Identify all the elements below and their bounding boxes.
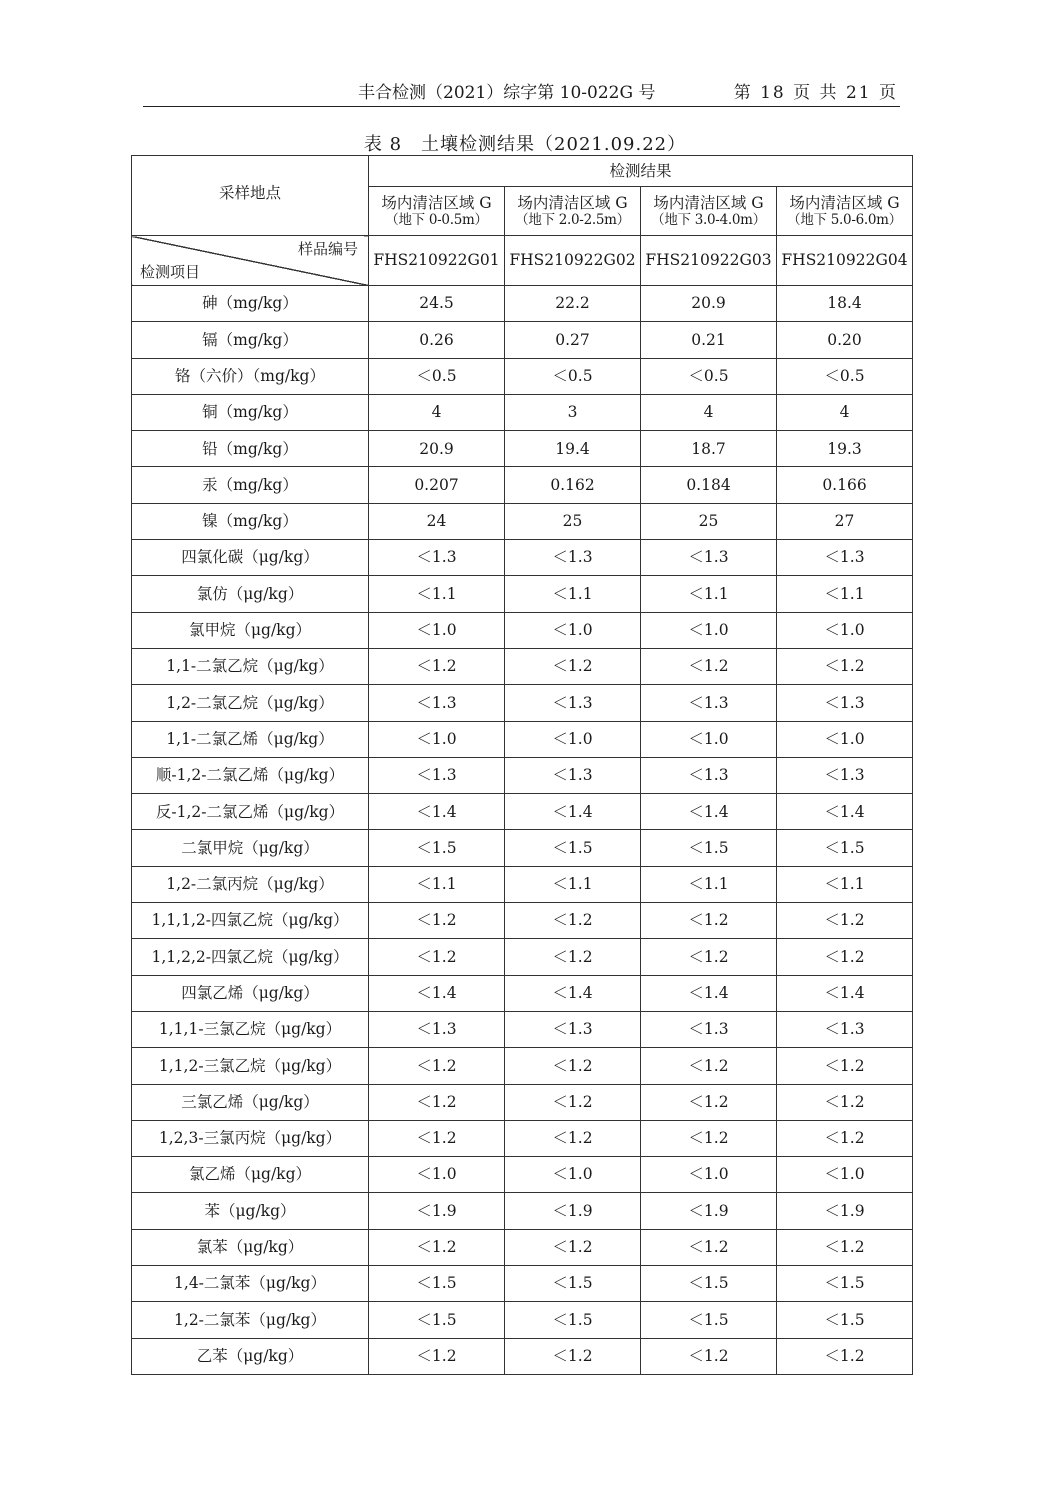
test-item-name: 镉（mg/kg） (132, 322, 369, 358)
result-value: ＜1.0 (777, 612, 913, 648)
result-value: ＜1.0 (777, 721, 913, 757)
result-value: ＜1.3 (369, 540, 505, 576)
result-value: ＜1.4 (505, 794, 641, 830)
table-row (132, 286, 913, 322)
site-name: 场内清洁区域 G (653, 193, 764, 212)
test-item-name: 铅（mg/kg） (132, 431, 369, 467)
report-number: 丰合检测（2021）综字第 10-022G 号 (358, 83, 656, 103)
result-value: ＜1.2 (369, 1084, 505, 1120)
result-value: ＜1.2 (641, 1048, 777, 1084)
result-value: ＜1.2 (505, 903, 641, 939)
result-value: ＜1.5 (777, 830, 913, 866)
test-item-name: 砷（mg/kg） (132, 286, 369, 322)
result-value: 0.20 (777, 322, 913, 358)
table-row (132, 1302, 913, 1338)
test-item-name: 氯乙烯（μg/kg） (132, 1157, 369, 1193)
test-item-name: 1,1,1,2-四氯乙烷（μg/kg） (132, 903, 369, 939)
result-value: ＜1.5 (505, 1302, 641, 1338)
test-item-name: 乙苯（μg/kg） (132, 1338, 369, 1374)
table-row (132, 939, 913, 975)
sample-number: FHS210922G03 (641, 236, 777, 286)
result-value: ＜1.2 (641, 939, 777, 975)
result-value: ＜1.5 (641, 1302, 777, 1338)
sample-number: FHS210922G04 (777, 236, 913, 286)
result-value: ＜1.3 (641, 1011, 777, 1047)
test-item-name: 1,1-二氯乙烷（μg/kg） (132, 648, 369, 684)
table-title: 表 8 土壤检测结果（2021.09.22） (363, 134, 687, 155)
result-value: 20.9 (369, 431, 505, 467)
table-row (132, 903, 913, 939)
result-value: 4 (641, 394, 777, 430)
result-value: ＜1.2 (369, 939, 505, 975)
result-value: ＜1.2 (777, 1084, 913, 1120)
test-item-name: 1,2-二氯苯（μg/kg） (132, 1302, 369, 1338)
result-value: ＜1.2 (369, 1229, 505, 1265)
table-row (132, 576, 913, 612)
table-row (132, 866, 913, 902)
result-value: ＜1.3 (369, 757, 505, 793)
result-value: ＜1.2 (505, 1084, 641, 1120)
site-name: 场内清洁区域 G (789, 193, 900, 212)
result-value: 18.7 (641, 431, 777, 467)
test-item-name: 1,1,2,2-四氯乙烷（μg/kg） (132, 939, 369, 975)
result-value: ＜1.0 (777, 1157, 913, 1193)
site-name: 场内清洁区域 G (517, 193, 628, 212)
result-value: ＜1.1 (369, 576, 505, 612)
result-value: ＜1.9 (369, 1193, 505, 1229)
table-row (132, 358, 913, 394)
result-value: ＜1.4 (777, 794, 913, 830)
result-value: ＜1.0 (369, 1157, 505, 1193)
result-value: 3 (505, 394, 641, 430)
test-item-name: 氯仿（μg/kg） (132, 576, 369, 612)
test-item-name: 四氯化碳（μg/kg） (132, 540, 369, 576)
site-name: 场内清洁区域 G (381, 193, 492, 212)
result-value: 22.2 (505, 286, 641, 322)
test-item-name: 铬（六价）（mg/kg） (132, 358, 369, 394)
result-value: ＜1.0 (641, 1157, 777, 1193)
results-header: 检测结果 (369, 156, 913, 187)
result-value: ＜1.4 (777, 975, 913, 1011)
table-row (132, 757, 913, 793)
result-value: 0.27 (505, 322, 641, 358)
sampling-site-header: 采样地点 (132, 156, 369, 236)
result-value: ＜1.9 (641, 1193, 777, 1229)
result-value: 4 (777, 394, 913, 430)
site-header-cell (641, 187, 777, 236)
result-value: ＜1.1 (777, 576, 913, 612)
result-value: 25 (505, 503, 641, 539)
table-row (132, 1084, 913, 1120)
result-value: ＜1.5 (369, 1266, 505, 1302)
result-value: 19.4 (505, 431, 641, 467)
table-row (132, 830, 913, 866)
site-header-cell (505, 187, 641, 236)
result-value: 24 (369, 503, 505, 539)
result-value: ＜1.0 (369, 721, 505, 757)
result-value: ＜1.1 (369, 866, 505, 902)
result-value: ＜1.2 (505, 939, 641, 975)
table-row (132, 612, 913, 648)
result-value: ＜1.4 (641, 975, 777, 1011)
site-depth: （地下 0-0.5m） (385, 212, 488, 229)
test-item-name: 氯甲烷（μg/kg） (132, 612, 369, 648)
result-value: ＜1.2 (505, 1048, 641, 1084)
result-value: ＜1.5 (641, 1266, 777, 1302)
result-value: ＜1.0 (641, 612, 777, 648)
result-value: ＜1.2 (369, 903, 505, 939)
result-value: 4 (369, 394, 505, 430)
test-item-name: 1,4-二氯苯（μg/kg） (132, 1266, 369, 1302)
result-value: ＜1.2 (505, 1338, 641, 1374)
test-item-name: 铜（mg/kg） (132, 394, 369, 430)
result-value: ＜1.1 (641, 576, 777, 612)
result-value: ＜1.3 (369, 685, 505, 721)
result-value: ＜1.0 (505, 721, 641, 757)
result-value: ＜1.3 (505, 1011, 641, 1047)
result-value: ＜1.2 (369, 648, 505, 684)
result-value: ＜1.3 (505, 540, 641, 576)
table-row (132, 394, 913, 430)
result-value: 18.4 (777, 286, 913, 322)
table-row (132, 322, 913, 358)
table-row (132, 1193, 913, 1229)
table-row (132, 1229, 913, 1265)
test-item-name: 1,1,1-三氯乙烷（μg/kg） (132, 1011, 369, 1047)
result-value: ＜1.4 (505, 975, 641, 1011)
result-value: ＜1.5 (505, 830, 641, 866)
result-value: ＜1.2 (777, 903, 913, 939)
sample-number: FHS210922G02 (505, 236, 641, 286)
result-value: ＜1.2 (369, 1120, 505, 1156)
result-value: ＜1.4 (369, 975, 505, 1011)
test-item-name: 镍（mg/kg） (132, 503, 369, 539)
result-value: ＜1.2 (505, 1229, 641, 1265)
result-value: ＜1.2 (641, 903, 777, 939)
test-item-name: 苯（μg/kg） (132, 1193, 369, 1229)
result-value: 25 (641, 503, 777, 539)
diagonal-header-cell (132, 236, 369, 286)
result-value: ＜1.2 (641, 1120, 777, 1156)
result-value: ＜0.5 (369, 358, 505, 394)
result-value: ＜1.2 (641, 1338, 777, 1374)
test-item-name: 氯苯（μg/kg） (132, 1229, 369, 1265)
table-row (132, 431, 913, 467)
result-value: 0.21 (641, 322, 777, 358)
result-value: ＜1.5 (369, 830, 505, 866)
result-value: 19.3 (777, 431, 913, 467)
result-value: ＜1.4 (641, 794, 777, 830)
result-value: ＜1.5 (777, 1266, 913, 1302)
result-value: ＜1.0 (641, 721, 777, 757)
result-value: ＜1.5 (369, 1302, 505, 1338)
page-number: 第 18 页 共 21 页 (733, 83, 898, 103)
result-value: ＜1.5 (777, 1302, 913, 1338)
result-value: ＜1.2 (777, 1338, 913, 1374)
table-row (132, 648, 913, 684)
result-value: ＜1.0 (505, 612, 641, 648)
table-row (132, 503, 913, 539)
result-value: ＜1.2 (777, 1229, 913, 1265)
result-value: ＜1.3 (777, 757, 913, 793)
site-depth: （地下 5.0-6.0m） (787, 212, 902, 229)
result-value: 0.166 (777, 467, 913, 503)
result-value: ＜1.1 (505, 576, 641, 612)
table-row (132, 721, 913, 757)
result-value: ＜1.0 (369, 612, 505, 648)
result-value: ＜0.5 (505, 358, 641, 394)
result-value: ＜1.5 (641, 830, 777, 866)
result-value: ＜1.9 (777, 1193, 913, 1229)
site-header-cell (369, 187, 505, 236)
result-value: ＜1.1 (641, 866, 777, 902)
result-value: ＜1.3 (641, 540, 777, 576)
result-value: ＜0.5 (641, 358, 777, 394)
result-value: 0.26 (369, 322, 505, 358)
result-value: ＜1.3 (641, 757, 777, 793)
test-item-name: 汞（mg/kg） (132, 467, 369, 503)
test-item-name: 二氯甲烷（μg/kg） (132, 830, 369, 866)
test-item-name: 1,1,2-三氯乙烷（μg/kg） (132, 1048, 369, 1084)
table-row (132, 540, 913, 576)
site-depth: （地下 3.0-4.0m） (651, 212, 766, 229)
result-value: 27 (777, 503, 913, 539)
sample-number: FHS210922G01 (369, 236, 505, 286)
result-value: ＜1.1 (777, 866, 913, 902)
test-item-name: 四氯乙烯（μg/kg） (132, 975, 369, 1011)
table-row (132, 1011, 913, 1047)
page-header (143, 78, 900, 107)
test-item-name: 反-1,2-二氯乙烯（μg/kg） (132, 794, 369, 830)
table-row (132, 685, 913, 721)
result-value: ＜0.5 (777, 358, 913, 394)
result-value: ＜1.2 (369, 1048, 505, 1084)
result-value: ＜1.2 (641, 1229, 777, 1265)
table-row (132, 1266, 913, 1302)
result-value: ＜1.1 (505, 866, 641, 902)
table-row (132, 794, 913, 830)
table-row (132, 1338, 913, 1374)
result-value: ＜1.2 (369, 1338, 505, 1374)
result-value: 24.5 (369, 286, 505, 322)
result-value: 20.9 (641, 286, 777, 322)
result-value: ＜1.3 (505, 757, 641, 793)
site-header-cell (777, 187, 913, 236)
table-row (132, 1120, 913, 1156)
result-value: ＜1.3 (505, 685, 641, 721)
result-value: ＜1.2 (777, 939, 913, 975)
result-value: ＜1.2 (777, 648, 913, 684)
table-row (132, 1157, 913, 1193)
table-row (132, 975, 913, 1011)
result-value: ＜1.2 (641, 1084, 777, 1120)
result-value: ＜1.0 (505, 1157, 641, 1193)
result-value: ＜1.3 (369, 1011, 505, 1047)
table-row (132, 467, 913, 503)
result-value: ＜1.3 (641, 685, 777, 721)
result-value: ＜1.2 (777, 1120, 913, 1156)
result-value: 0.207 (369, 467, 505, 503)
result-value: ＜1.2 (641, 648, 777, 684)
test-item-name: 三氯乙烯（μg/kg） (132, 1084, 369, 1120)
test-item-name: 顺-1,2-二氯乙烯（μg/kg） (132, 757, 369, 793)
result-value: ＜1.5 (505, 1266, 641, 1302)
result-value: ＜1.3 (777, 540, 913, 576)
sample-no-label: 样品编号 (297, 240, 358, 258)
results-table (131, 155, 913, 1375)
result-value: ＜1.4 (369, 794, 505, 830)
result-value: ＜1.9 (505, 1193, 641, 1229)
result-value: ＜1.3 (777, 1011, 913, 1047)
test-item-label: 检测项目 (140, 263, 201, 281)
table-row (132, 1048, 913, 1084)
test-item-name: 1,2-二氯丙烷（μg/kg） (132, 866, 369, 902)
result-value: 0.184 (641, 467, 777, 503)
result-value: ＜1.2 (777, 1048, 913, 1084)
site-depth: （地下 2.0-2.5m） (515, 212, 630, 229)
result-value: ＜1.2 (505, 648, 641, 684)
result-value: 0.162 (505, 467, 641, 503)
test-item-name: 1,2-二氯乙烷（μg/kg） (132, 685, 369, 721)
result-value: ＜1.3 (777, 685, 913, 721)
result-value: ＜1.2 (505, 1120, 641, 1156)
test-item-name: 1,1-二氯乙烯（μg/kg） (132, 721, 369, 757)
test-item-name: 1,2,3-三氯丙烷（μg/kg） (132, 1120, 369, 1156)
